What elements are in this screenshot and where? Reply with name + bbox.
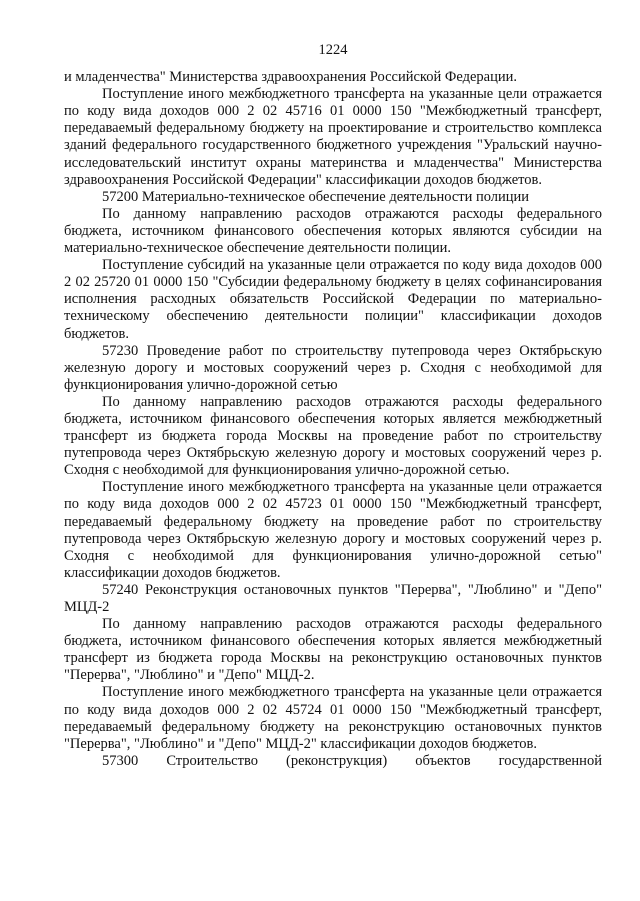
paragraph-expenses-57240: По данному направлению расходов отражаются расходы федерального бюджета, источником финансового обеспечения которых является межбюджетный трансферт из бюджета города Москвы на реконструкцию остановочных пунктов "Перерва", "Люблино" и "Депо" МЦД-2. (64, 616, 602, 684)
heading-57200: 57200 Материально-техническое обеспечение деятельности полиции (102, 188, 530, 205)
paragraph-income-57240: Поступление иного межбюджетного трансферта на указанные цели отражается по коду вида доходов 000 2 02 45724 01 0000 150 "Межбюджетный трансферт, передаваемый федеральному бюджету на реконструкцию остановочных пунктов "Перерва", "Люблино" и "Депо" МЦД-2" классификации доходов бюджетов. (64, 684, 602, 752)
heading-57230: 57230 Проведение работ по строительству путепровода через Октябрьскую железную дорогу и мостовых сооружений через р. Сходня с необходимой для функционирования улично-дорожной сетью (64, 342, 602, 393)
paragraph-expenses-57200: По данному направлению расходов отражаются расходы федерального бюджета, источником финансового обеспечения которых являются субсидии на материально-техническое обеспечение деятельности полиции. (64, 205, 602, 257)
paragraph-expenses-57230: По данному направлению расходов отражаются расходы федерального бюджета, источником финансового обеспечения которых является межбюджетный трансферт из бюджета города Москвы на проведение работ по строительству путепровода через Октябрьскую железную дорогу и мостовых сооружений через р. Сходня с необходимой для функционирования улично-дорожной сетью. (64, 393, 602, 479)
paragraph-income-57200: Поступление субсидий на указанные цели отражается по коду вида доходов 000 2 02 25720 01 0000 150 "Субсидии федеральному бюджету в целях софинансирования исполнения расходных обязательств Российской Федерации по материально-техническому обеспечению деятельности полиции" классификации доходов бюджетов. (64, 257, 602, 342)
paragraph-income-57230: Поступление иного межбюджетного трансферта на указанные цели отражается по коду вида доходов 000 2 02 45723 01 0000 150 "Межбюджетный трансферт, передаваемый федеральному бюджету на проведение работ по строительству путепровода через Октябрьскую железную дорогу и мостовых сооружений через р. Сходня с необходимой для функционирования улично-дорожной сетью" классификации доходов бюджетов. (64, 479, 602, 581)
paragraph-continuation: и младенчества" Министерства здравоохранения Российской Федерации. (64, 69, 517, 86)
heading-57240: 57240 Реконструкция остановочных пунктов "Перерва", "Люблино" и "Депо" МЦД-2 (64, 581, 602, 615)
heading-57300-word: (реконструкция) (286, 752, 388, 769)
heading-57300-word: государственной (498, 752, 602, 769)
heading-57300-word: Строительство (166, 752, 258, 769)
heading-57300-code: 57300 (102, 752, 139, 769)
paragraph-income-57160: Поступление иного межбюджетного трансферта на указанные цели отражается по коду вида доходов 000 2 02 45716 01 0000 150 "Межбюджетный трансферт, передаваемый федеральному бюджету на проектирование и строительство комплекса зданий федерального государственного бюджетного учреждения "Уральский научно-исследовательский институт охраны материнства и младенчества" Министерства здравоохранения Российской Федерации" классификации доходов бюджетов. (64, 86, 602, 188)
heading-57300-word: объектов (415, 752, 471, 769)
page-number: 1224 (318, 42, 348, 58)
heading-57300 (64, 753, 602, 770)
